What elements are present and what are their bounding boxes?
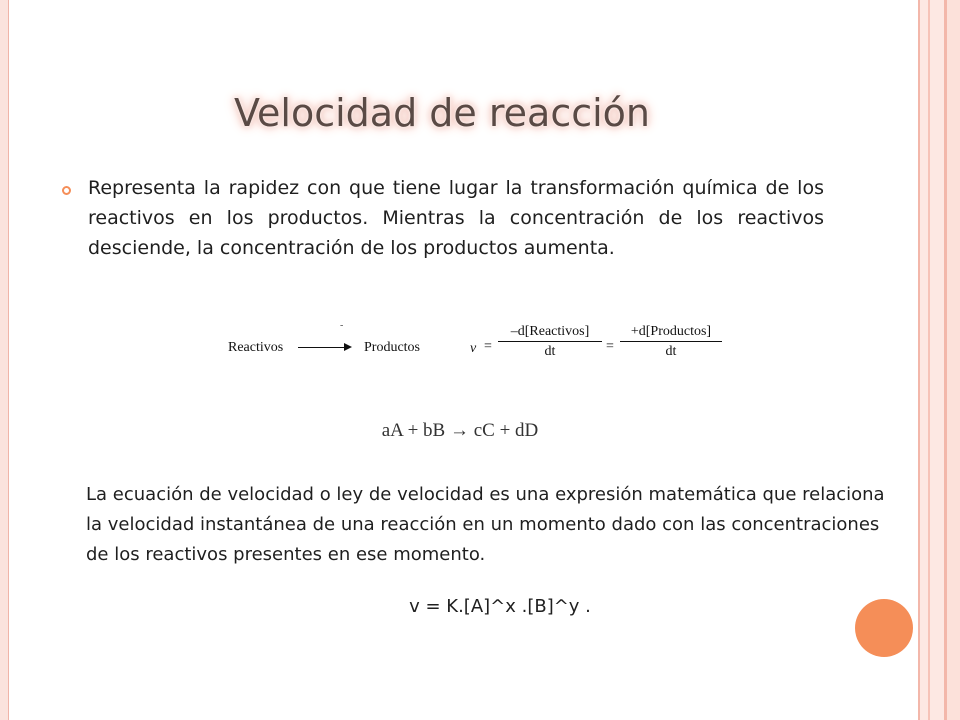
decorative-circle	[855, 599, 913, 657]
figure-mark: -	[340, 320, 344, 331]
products-rate-fraction	[620, 324, 722, 360]
fraction-numerator: –d[Reactivos]	[498, 324, 602, 342]
bullet-circle-icon	[62, 186, 71, 195]
right-arrow-icon	[298, 347, 350, 348]
equals-sign-2: =	[606, 339, 614, 354]
rate-law-formula: v = K.[A]^x .[B]^y .	[409, 596, 591, 617]
products-label: Productos	[364, 340, 420, 355]
right-frame-stripes	[918, 0, 960, 720]
left-frame-border	[0, 0, 9, 720]
reaction-rate-figure	[222, 318, 712, 378]
rate-law-description: La ecuación de velocidad o ley de velocidad es una expresión matemática que relaciona la velocidad instantánea de una reacción en un momento dado con las concentraciones de los reactivos presentes en ese momento.	[86, 484, 885, 565]
slide-title: Velocidad de reacción	[234, 91, 650, 135]
general-reaction-equation: aA + bB → cC + dD	[381, 420, 539, 441]
reactants-label: Reactivos	[228, 340, 284, 355]
bullet-text: Representa la rapidez con que tiene lugar la transformación química de los reactivos en los productos. Mientras la concentración de los reactivos desciende, la concentración de los productos aumenta.	[88, 177, 824, 259]
fraction-numerator: +d[Productos]	[620, 324, 722, 342]
reactants-rate-fraction	[498, 324, 602, 360]
rate-symbol: v	[470, 341, 477, 356]
fraction-denominator: dt	[544, 344, 556, 359]
fraction-denominator: dt	[665, 344, 677, 359]
equals-sign: =	[484, 339, 492, 354]
